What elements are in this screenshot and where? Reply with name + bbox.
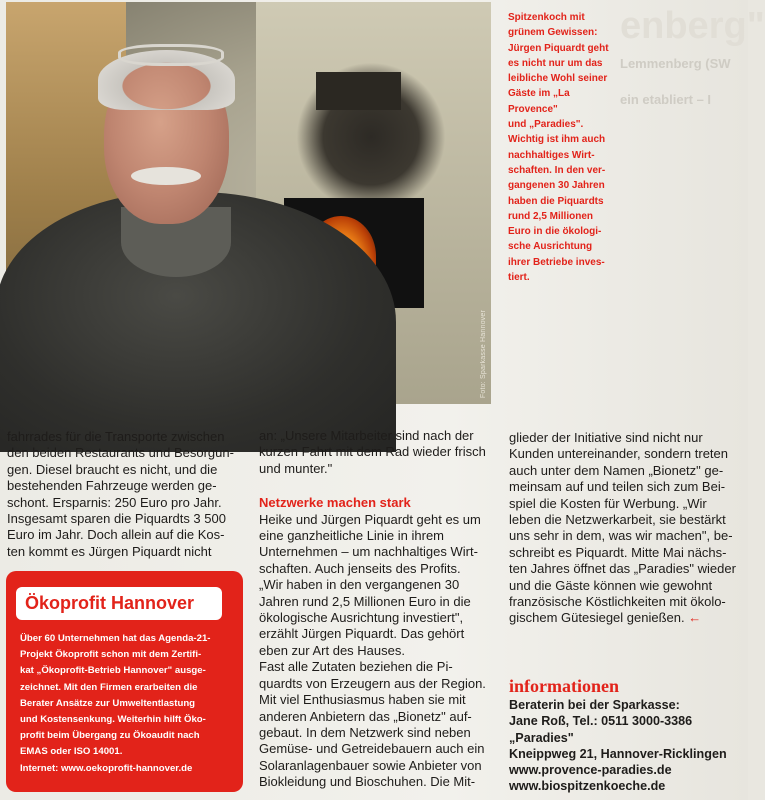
caption-line: rund 2,5 Millionen xyxy=(508,210,594,222)
text-line: Fast alle Zutaten beziehen die Pi- xyxy=(259,659,453,675)
text-line: Insgesamt sparen die Piquardts 3 500 xyxy=(7,511,226,527)
text-line: eine ganzheitliche Linie in ihrem xyxy=(259,528,445,544)
portrait-photo xyxy=(6,2,491,404)
caption-line: gangenen 30 Jahren xyxy=(508,180,605,192)
box-line: EMAS oder ISO 14001. xyxy=(20,746,123,758)
photo-credit: Foto: Sparkasse Hannover xyxy=(480,309,487,398)
text-line: „Wir haben in den vergangenen 30 xyxy=(259,577,460,593)
text-line: Gemüse- und Getreidebauern auch ein xyxy=(259,741,485,757)
text-line: ten kommt es Jürgen Piquardt nicht xyxy=(7,543,212,559)
text-line: bestehenden Fahrzeuge werden ge- xyxy=(7,478,217,494)
article-column-3 xyxy=(509,430,743,627)
text-line: quardts von Erzeugern aus der Region. xyxy=(259,675,486,691)
text-line: spiel die Kosten für Werbung. „Wir xyxy=(509,495,707,511)
info-line: Jane Roß, Tel.: 0511 3000-3386 xyxy=(509,714,693,729)
text-line: leben die Netzwerkarbeit, sie bestärkt xyxy=(509,512,726,528)
text-line: schont. Ersparnis: 250 Euro pro Jahr. xyxy=(7,494,222,510)
caption-line: Euro in die ökologi- xyxy=(508,226,602,238)
text-line xyxy=(509,610,743,626)
photo-vent xyxy=(316,72,401,110)
faded-subline: ein etabliert – I xyxy=(620,92,712,107)
photo-glasses xyxy=(118,44,224,66)
info-link[interactable]: www.biospitzenkoeche.de xyxy=(509,779,666,794)
caption-line: Gäste im „La Provence" xyxy=(508,88,570,115)
info-link[interactable]: www.provence-paradies.de xyxy=(509,763,672,778)
box-text xyxy=(20,631,236,777)
caption-line: sche Ausrichtung xyxy=(508,241,593,253)
text-line: Biokleidung und Bioschuhen. Die Mit- xyxy=(259,774,476,790)
article-column-1 xyxy=(7,429,245,560)
caption-line: Spitzenkoch mit xyxy=(508,12,585,23)
info-line: Kneippweg 21, Hannover-Ricklingen xyxy=(509,746,727,761)
info-line: Beraterin bei der Sparkasse: xyxy=(509,698,680,712)
text-line: und munter." xyxy=(259,460,333,476)
end-arrow-icon: ← xyxy=(688,610,702,626)
caption-line: es nicht nur um das xyxy=(508,57,603,69)
text-line: ökologische Ausrichtung investiert", xyxy=(259,610,464,626)
box-line: zeichnet. Mit den Firmen erarbeiten die xyxy=(20,681,198,693)
text-line: fahrrades für die Transporte zwischen xyxy=(7,429,225,444)
info-title: informationen xyxy=(509,676,619,696)
text-line: und die Gäste können wie gewohnt xyxy=(509,577,713,593)
box-line: und Kostensenkung. Weiterhin hilft Öko- xyxy=(20,714,206,726)
caption-line: und „Paradies". xyxy=(508,119,584,131)
box-line: Projekt Ökoprofit schon mit dem Zertifi- xyxy=(20,649,202,661)
text-line: Heike und Jürgen Piquardt geht es um xyxy=(259,511,481,527)
text-line: Unternehmen – um nachhaltiges Wirt- xyxy=(259,544,478,560)
text-line: Jahren rund 2,5 Millionen Euro in die xyxy=(259,593,471,609)
text-line: meinsam auf und teilen sich zum Bei- xyxy=(509,479,726,495)
box-link[interactable]: Internet: www.oekoprofit-hannover.de xyxy=(20,762,193,774)
faded-subline: Lemmenberg (SW xyxy=(620,56,731,71)
caption-line: grünem Gewissen: xyxy=(508,27,598,39)
caption-line: Wichtig ist ihm auch xyxy=(508,134,606,146)
text-line: Kunden untereinander, sondern treten xyxy=(509,446,729,462)
photo-caption xyxy=(508,10,620,285)
box-line: profit beim Übergang zu Ökoaudit nach xyxy=(20,730,200,742)
faded-headline: enberg" xyxy=(620,5,765,47)
text-line: kurzen Fahrt mit dem Rad wieder frisch xyxy=(259,444,486,460)
text-line: erzählt Jürgen Piquardt. Das gehört xyxy=(259,626,465,642)
text-line-content: gischem Gütesiegel genießen. xyxy=(509,610,685,626)
caption-line: tiert. xyxy=(508,272,530,284)
text-line: gebaut. In dem Netzwerk sind neben xyxy=(259,724,471,740)
caption-line: Jürgen Piquardt geht xyxy=(508,42,609,54)
text-line: uns sehr in dem, was wir machen", be- xyxy=(509,528,733,544)
photo-mustache xyxy=(131,167,201,185)
caption-line: leibliche Wohl seiner xyxy=(508,73,608,85)
text-line: Mit viel Enthusiasmus haben sie mit xyxy=(259,692,466,708)
text-line: ten Jahres öffnet das „Paradies" wieder xyxy=(509,561,736,577)
oekoprofit-info-box xyxy=(6,571,243,792)
caption-line: ihrer Betriebe inves- xyxy=(508,256,605,268)
text-line: schreibt es Piquardt. Mitte Mai nächs- xyxy=(509,544,727,560)
article-column-2 xyxy=(259,428,497,791)
text-line: eben zur Art des Hauses. xyxy=(259,642,405,658)
text-line: an: „Unsere Mitarbeiter sind nach der xyxy=(259,428,474,443)
info-line: „Paradies" xyxy=(509,730,574,745)
box-title: Ökoprofit Hannover xyxy=(16,587,222,620)
text-line: Euro im Jahr. Doch allein auf die Kos- xyxy=(7,527,225,543)
caption-line: haben die Piquardts xyxy=(508,195,604,207)
caption-line: schaften. In den ver- xyxy=(508,164,606,176)
text-line: schaften. Auch jenseits des Profits. xyxy=(259,560,461,576)
text-line: auch unter dem Namen „Bionetz" ge- xyxy=(509,462,724,478)
box-line: Berater Ansätze zur Umweltentlastung xyxy=(20,697,196,709)
text-line: französische Köstlichkeiten mit ökolo- xyxy=(509,594,726,610)
section-subhead: Netzwerke machen stark xyxy=(259,495,411,511)
caption-line: nachhaltiges Wirt- xyxy=(508,149,595,161)
informationen-box xyxy=(509,675,747,795)
text-line: den beiden Restaurants und Besorgun- xyxy=(7,445,234,461)
text-line: glieder der Initiative sind nicht nur xyxy=(509,430,703,445)
text-line: anderen Anbietern das „Bionetz" auf- xyxy=(259,708,472,724)
box-line: Über 60 Unternehmen hat das Agenda-21- xyxy=(20,633,211,644)
text-line: Solaranlagenbauer sowie Anbieter von xyxy=(259,757,482,773)
text-line: gen. Diesel braucht es nicht, und die xyxy=(7,461,218,477)
box-line: kat „Ökoprofit-Betrieb Hannover" ausge- xyxy=(20,665,206,677)
